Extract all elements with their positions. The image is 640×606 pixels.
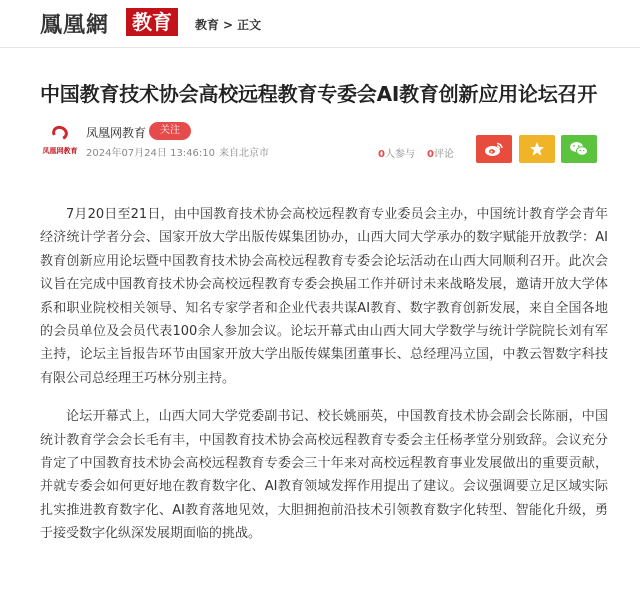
- share-wechat-button[interactable]: [561, 135, 597, 163]
- author-name[interactable]: 凤凰网教育: [86, 126, 147, 140]
- share-weibo-button[interactable]: [476, 135, 512, 163]
- participants-stat[interactable]: [378, 145, 415, 160]
- participants-count: 0: [378, 149, 385, 160]
- article-title: 中国教育技术协会高校远程教育专委会AI教育创新应用论坛召开: [40, 82, 598, 106]
- wechat-icon: [569, 141, 589, 157]
- favorite-button[interactable]: [519, 135, 555, 163]
- participants-label: 人参与: [384, 149, 415, 160]
- article-meta: [86, 144, 273, 159]
- article-paragraph: 论坛开幕式上，山西大同大学党委副书记、校长姚丽英，中国教育技术协会副会长陈丽，中国统计教育学会会长毛有丰，中国教育技术协会高校远程教育专委会主任杨孝堂分别致辞。会议充分肯定了中国教育技术协会高校远程教育专委会三十年来对高校远程教育事业发展做出的重要贡献，并就专委会如何更好地在教育数字化、AI教育领域发挥作用提出了建议。会议强调要立足区域实际扎实推进教育数字化、AI教育落地见效，大胆拥抱前沿技术引领教育数字化转型、智能化升级，勇于接受数字化纵深发展期面临的挑战。: [40, 409, 608, 542]
- comments-count: 0: [427, 149, 434, 160]
- comments-label: 评论: [433, 149, 454, 160]
- publish-datetime: 2024年07月24日 13:46:10: [86, 148, 215, 159]
- breadcrumb-separator: >: [223, 18, 234, 32]
- avatar-caption: 凤凰网教育: [42, 147, 78, 155]
- comments-stat[interactable]: [427, 145, 454, 160]
- breadcrumb-item-current: 正文: [237, 18, 262, 32]
- channel-logo-badge[interactable]: 教育: [126, 8, 178, 36]
- publish-source: 来自北京市: [219, 148, 269, 159]
- site-logo[interactable]: 鳳凰網: [40, 12, 110, 38]
- follow-button[interactable]: 关注: [149, 122, 191, 140]
- article-body: [40, 203, 608, 561]
- article-paragraph: 7月20日至21日，由中国教育技术协会高校远程教育专业委员会主办，中国统计教育学会青年经济统计学者分会、国家开放大学出版传媒集团协办，山西大同大学承办的数字赋能开放教学：AI教育创新应用论坛暨中国教育技术协会高校远程教育专委会论坛活动在山西大同顺利召开。此次会议旨在完成中国教育技术协会高校远程教育专委会换届工作并研讨未来战略发展，邀请开放大学体系和职业院校相关领导、知名专家学者和企业代表共谋AI教育、数字教育创新发展，来自全国各地的会员单位及会员代表100余人参加会议。论坛开幕式由山西大同大学数学与统计学院院长刘有军主持，论坛主旨报告环节由国家开放大学出版传媒集团董事长、总经理冯立国，中教云智数字科技有限公司总经理王巧林分别主持。: [40, 207, 608, 386]
- site-header: [0, 0, 640, 48]
- phoenix-logo-icon: [50, 124, 70, 143]
- author-avatar[interactable]: [40, 124, 80, 160]
- star-icon: [529, 141, 545, 157]
- weibo-icon: [484, 141, 504, 157]
- breadcrumb-item-education[interactable]: 教育: [195, 18, 220, 32]
- breadcrumb: [195, 16, 261, 33]
